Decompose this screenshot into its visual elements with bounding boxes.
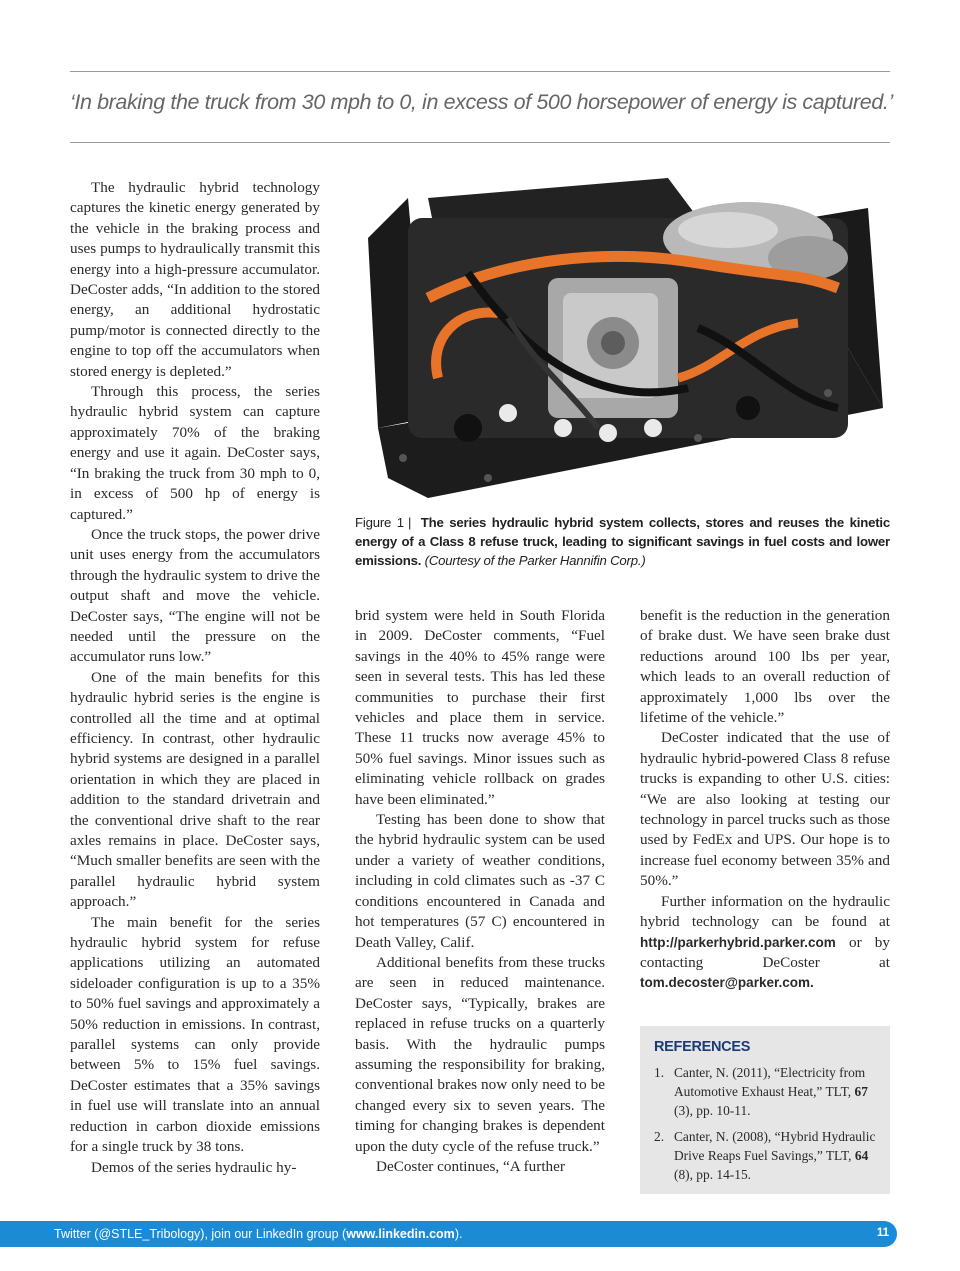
paragraph: Testing has been done to show that the hybrid hydraulic system can be used under a variety of weather conditions, including in cold climates such as -37 C conditions encountered in Canada and hot temperatures (57 C) encountered in Death Valley, Calif. (355, 811, 605, 951)
footer-text-run: Twitter (@STLE_Tribology), join our LinkedIn group ( (54, 1227, 347, 1241)
reference-volume: 64 (854, 1148, 869, 1163)
paragraph: One of the main benefits for this hydraulic hybrid series is the engine is controlled all the time and at optimal efficiency. In contrast, other hydraulic hybrid systems are designed in a parallel orientation in which they are placed in addition to the standard drivetrain and the conventional drive shaft to the rear axles remains in place. DeCoster says, “Much smaller benefits are seen with the parallel hydraulic hybrid system approach.” (70, 668, 320, 911)
paragraph: Additional benefits from these trucks are seen in reduced maintenance. DeCoster says, “Typically, brakes are replaced in refuse trucks on a quarterly basis. With the hydraulic pumps assuming the responsibility for braking, conventional brakes now only need to be changed every six to seven years. The timing for changing brakes is dependent upon the duty cycle of the refuse truck.” (355, 953, 605, 1155)
linkedin-link[interactable]: www.linkedin.com (346, 1227, 455, 1241)
article-column-1 (70, 178, 320, 1178)
figure-caption (355, 513, 890, 570)
reference-pages: (8), pp. 14-15. (674, 1167, 751, 1182)
figure-label: Figure 1 (355, 515, 404, 530)
figure-1-photo (368, 178, 888, 498)
email-link[interactable]: tom.decoster@parker.com. (640, 975, 814, 991)
references-box (640, 1026, 890, 1194)
footer-text-run: ). (454, 1227, 463, 1241)
article-column-3 (640, 606, 890, 994)
reference-text: Canter, N. (2011), “Electricity from Automotive Exhaust Heat,” TLT, (674, 1065, 866, 1099)
reference-item (654, 1127, 876, 1184)
page-footer (0, 1221, 897, 1247)
hydraulic-hybrid-system-illustration (368, 178, 888, 498)
footer-text (54, 1227, 462, 1241)
references-title: REFERENCES (654, 1039, 751, 1055)
bottom-rule (70, 142, 890, 143)
text-run: or by contacting DeCoster at (640, 933, 890, 971)
pull-quote: ‘In braking the truck from 30 mph to 0, in excess of 500 horsepower of energy is captured.’ (70, 90, 893, 114)
paragraph: Once the truck stops, the power drive unit uses energy from the accumulators through the hydraulic system to drive the output shaft and move the vehicle. DeCoster says, “The engine will not be needed until the pressure on the accumulator runs low.” (70, 525, 320, 666)
paragraph: DeCoster continues, “A further (376, 1157, 565, 1175)
paragraph (640, 892, 890, 994)
article-column-2 (355, 606, 605, 1177)
reference-item (654, 1063, 876, 1120)
caption-separator: | (407, 515, 412, 530)
top-rule (70, 71, 890, 72)
caption-text: The series hydraulic hybrid system collects, stores and reuses the kinetic energy of a Class 8 refuse truck, leading to significant savings in fuel costs and lower emissions. (355, 515, 891, 568)
reference-number: 1. (654, 1065, 665, 1080)
reference-number: 2. (654, 1129, 665, 1144)
references-list (654, 1063, 876, 1184)
paragraph: DeCoster indicated that the use of hydraulic hybrid-powered Class 8 refuse trucks is expanding to other U.S. cities: “We are also looking at testing our technology in parcel trucks such as those used by FedEx and UPS. Our hope is to increase fuel economy between 35% and 50%.” (640, 729, 890, 890)
page-number: 11 (876, 1227, 889, 1239)
paragraph: The hydraulic hybrid technology captures the kinetic energy generated by the vehicle in the braking process and uses pumps to hydraulically transmit this energy into a high-pressure accumulator. DeCoster adds, “In addition to the stored energy, an additional hydrostatic pump/motor is connected directly to the engine to top off the accumulators when stored energy is depleted.” (70, 179, 320, 380)
paragraph: benefit is the reduction in the generation of brake dust. We have seen brake dust reductions around 100 lbs per year, which leads to an overall reduction of approximately 1,000 lbs over the lifetime of the vehicle.” (640, 607, 890, 727)
reference-text: Canter, N. (2008), “Hybrid Hydraulic Drive Reaps Fuel Savings,” TLT, (674, 1129, 876, 1163)
parker-hybrid-link[interactable]: http://parkerhybrid.parker.com (640, 934, 836, 950)
reference-volume: 67 (854, 1084, 868, 1099)
paragraph: Through this process, the series hydraulic hybrid system can capture approximately 70% of the braking energy and use it again. DeCoster says, “In braking the truck from 30 mph to 0, in excess of 500 hp of energy is captured.” (70, 383, 320, 523)
paragraph: Demos of the series hydraulic hy- (91, 1158, 297, 1176)
paragraph: brid system were held in South Florida in 2009. DeCoster comments, “Fuel savings in the 40% to 45% range were seen in several tests. This has led these communities to purchase their first vehicles and place them in service. These 11 trucks now average 45% to 50% fuel savings. Minor issues such as eliminating vehicle rollback on grades have been eliminated.” (355, 607, 605, 808)
caption-credit: (Courtesy of the Parker Hannifin Corp.) (424, 553, 646, 568)
reference-pages: (3), pp. 10-11. (674, 1103, 751, 1118)
paragraph: The main benefit for the series hydraulic hybrid system for refuse applications utilizing an automated sideloader configuration is up to a 35% to 50% fuel savings and approximately a 50% reduction in emissions. In contrast, parallel systems can only provide between 5% to 15% fuel savings. DeCoster estimates that a 35% savings in fuel use will translate into an annual reduction in carbon dioxide emissions for a single truck by 38 tons. (70, 913, 320, 1156)
text-run: Further information on the hydraulic hybrid technology can be found at (640, 892, 890, 931)
